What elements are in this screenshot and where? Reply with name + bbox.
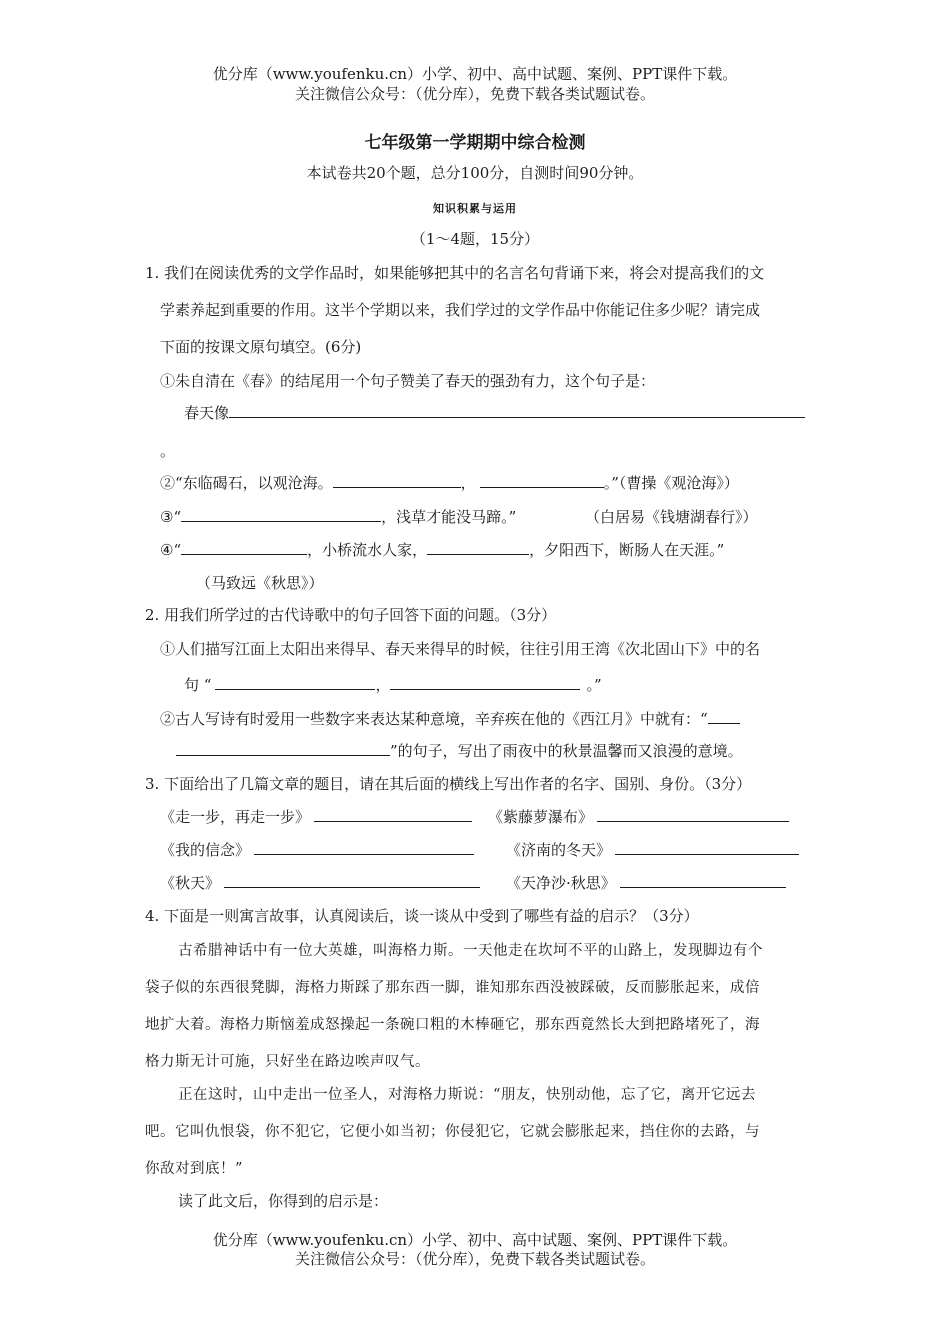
- q3-item-1-title: 《走一步，再走一步》: [160, 808, 311, 826]
- q2-sub1-blank-1[interactable]: [215, 675, 375, 690]
- q1-sub4-source: （马致远《秋思》）: [196, 574, 324, 592]
- q2-sub2-text-a: ②古人写诗有时爱用一些数字来表达某种意境，辛弃疾在他的《西江月》中就有：“: [160, 710, 708, 728]
- q4-answer-prompt: 读了此文后，你得到的启示是：: [178, 1192, 389, 1210]
- q2-sub2-line-2: [176, 740, 743, 761]
- q1-stem-line-2: 学素养起到重要的作用。这半个学期以来，我们学过的文学作品中你能记住多少呢？请完成: [160, 301, 761, 319]
- q3-item-4-blank[interactable]: [615, 840, 799, 855]
- q3-item-1: [160, 806, 472, 827]
- q1-sub4-text-c: ，夕阳西下，断肠人在天涯。”: [529, 541, 725, 559]
- q4-story-p2-line-2: 吧。它叫仇恨袋，你不犯它，它便小如当初；你侵犯它，它就会膨胀起来，挡住你的去路，与: [145, 1124, 760, 1140]
- q3-item-6-title: 《天净沙·秋思》: [506, 874, 616, 892]
- q4-story-p1-line-3: 地扩大着。海格力斯恼羞成怒操起一条碗口粗的木棒砸它，那东西竟然长大到把路堵死了，海: [145, 1017, 760, 1033]
- q3-item-1-blank[interactable]: [314, 807, 472, 822]
- q2-sub1-text-c: 。”: [586, 676, 602, 694]
- q3-item-5-title: 《秋天》: [160, 874, 221, 892]
- q1-sub2: [160, 472, 739, 493]
- q1-sub2-text-a: ②“东临碣石，以观沧海。: [160, 474, 333, 492]
- q2-sub1-line-2: [184, 674, 602, 695]
- q3-item-5: [160, 872, 480, 893]
- q3-stem: 3. 下面给出了几篇文章的题目，请在其后面的横线上写出作者的名字、国别、身份。（3分）: [145, 775, 752, 793]
- q1-sub1-end: 。: [160, 442, 176, 460]
- q3-item-4: [506, 839, 799, 860]
- q3-item-4-title: 《济南的冬天》: [506, 841, 612, 859]
- q2-sub2-blank-start[interactable]: [708, 709, 740, 724]
- q1-sub3-text-b: ，浅草才能没马蹄。”: [381, 508, 517, 526]
- q1-sub4-blank-2[interactable]: [427, 540, 529, 555]
- q1-stem-line-1: 1. 我们在阅读优秀的文学作品时，如果能够把其中的名言名句背诵下来，将会对提高我们的文: [145, 264, 765, 282]
- q4-story-p2-line-3: 你敌对到底！”: [145, 1161, 243, 1177]
- q2-sub1-blank-2[interactable]: [390, 675, 580, 690]
- q2-sub2-line-1: [160, 708, 740, 729]
- q2-sub2-blank[interactable]: [176, 741, 390, 756]
- page-title: 七年级第一学期期中综合检测: [364, 133, 586, 153]
- q3-item-6: [506, 872, 786, 893]
- q1-sub2-text-b: ，: [460, 474, 476, 492]
- page-subtitle: 本试卷共20个题，总分100分，自测时间90分钟。: [306, 164, 644, 182]
- q2-stem: 2. 用我们所学过的古代诗歌中的句子回答下面的问题。（3分）: [145, 606, 557, 624]
- header-line-1: 优分库（www.youfenku.cn）小学、初中、高中试题、案例、PPT课件下载。: [212, 65, 738, 83]
- q2-sub2-text-b: ”的句子，写出了雨夜中的秋景温馨而又浪漫的意境。: [390, 742, 743, 760]
- q1-sub1-answer-line: [184, 402, 805, 423]
- q1-sub1-blank[interactable]: [229, 403, 805, 418]
- section-heading: 知识积累与运用: [433, 202, 517, 215]
- q1-sub2-blank-2[interactable]: [480, 473, 604, 488]
- header-line-2: 关注微信公众号：（优分库），免费下载各类试题试卷。: [294, 85, 655, 103]
- q1-sub3-text-a: ③“: [160, 508, 182, 526]
- q1-sub4-text-a: ④“: [160, 541, 182, 559]
- q2-sub1-text-a: 句 “: [184, 676, 212, 694]
- q3-item-6-blank[interactable]: [620, 873, 786, 888]
- q3-item-2-title: 《紫藤萝瀑布》: [488, 808, 594, 826]
- q3-item-2: [488, 806, 789, 827]
- q3-item-5-blank[interactable]: [224, 873, 480, 888]
- q3-item-3: [160, 839, 474, 860]
- q4-stem: 4. 下面是一则寓言故事，认真阅读后，谈一谈从中受到了哪些有益的启示？（3分）: [145, 907, 699, 925]
- q3-item-2-blank[interactable]: [597, 807, 789, 822]
- q2-sub1-text-b: ，: [375, 676, 391, 694]
- q1-sub2-blank-1[interactable]: [333, 473, 461, 488]
- q1-sub2-text-c: 。”（曹操《观沧海》）: [603, 474, 739, 492]
- q1-stem-line-3: 下面的按课文原句填空。(6分): [160, 338, 362, 356]
- q4-story-p2-line-1: 正在这时，山中走出一位圣人，对海格力斯说：“朋友，快别动他，忘了它，离开它远去: [178, 1087, 756, 1103]
- q4-story-p1-line-2: 袋子似的东西很凳脚，海格力斯踩了那东西一脚，谁知那东西没被踩破，反而膨胀起来，成倍: [145, 980, 760, 996]
- q1-sub1-lead: 春天像: [184, 404, 230, 422]
- q1-sub3-source: （白居易《钱塘湖春行》）: [585, 508, 758, 526]
- q1-sub4-text-b: ，小桥流水人家，: [307, 541, 428, 559]
- q2-sub1-line-1: ①人们描写江面上太阳出来得早、春天来得早的时候，往往引用王湾《次北固山下》中的名: [160, 640, 761, 658]
- q4-story-p1-line-1: 古希腊神话中有一位大英雄，叫海格力斯。一天他走在坎坷不平的山路上，发现脚边有个: [178, 943, 763, 959]
- q1-sub3: [160, 506, 516, 527]
- q1-sub3-blank[interactable]: [181, 507, 381, 522]
- section-range: （1～4题，15分）: [410, 230, 540, 248]
- q1-sub1-prompt: ①朱自清在《春》的结尾用一个句子赞美了春天的强劲有力，这个句子是：: [160, 372, 656, 390]
- q1-sub4: [160, 539, 724, 560]
- q4-story-p1-line-4: 格力斯无计可施，只好坐在路边唉声叹气。: [145, 1054, 430, 1070]
- footer-line-1: 优分库（www.youfenku.cn）小学、初中、高中试题、案例、PPT课件下载。: [212, 1231, 738, 1249]
- footer-line-2: 关注微信公众号：（优分库），免费下载各类试题试卷。: [294, 1250, 655, 1268]
- q3-item-3-title: 《我的信念》: [160, 841, 251, 859]
- q3-item-3-blank[interactable]: [254, 840, 474, 855]
- q1-sub4-blank-1[interactable]: [181, 540, 307, 555]
